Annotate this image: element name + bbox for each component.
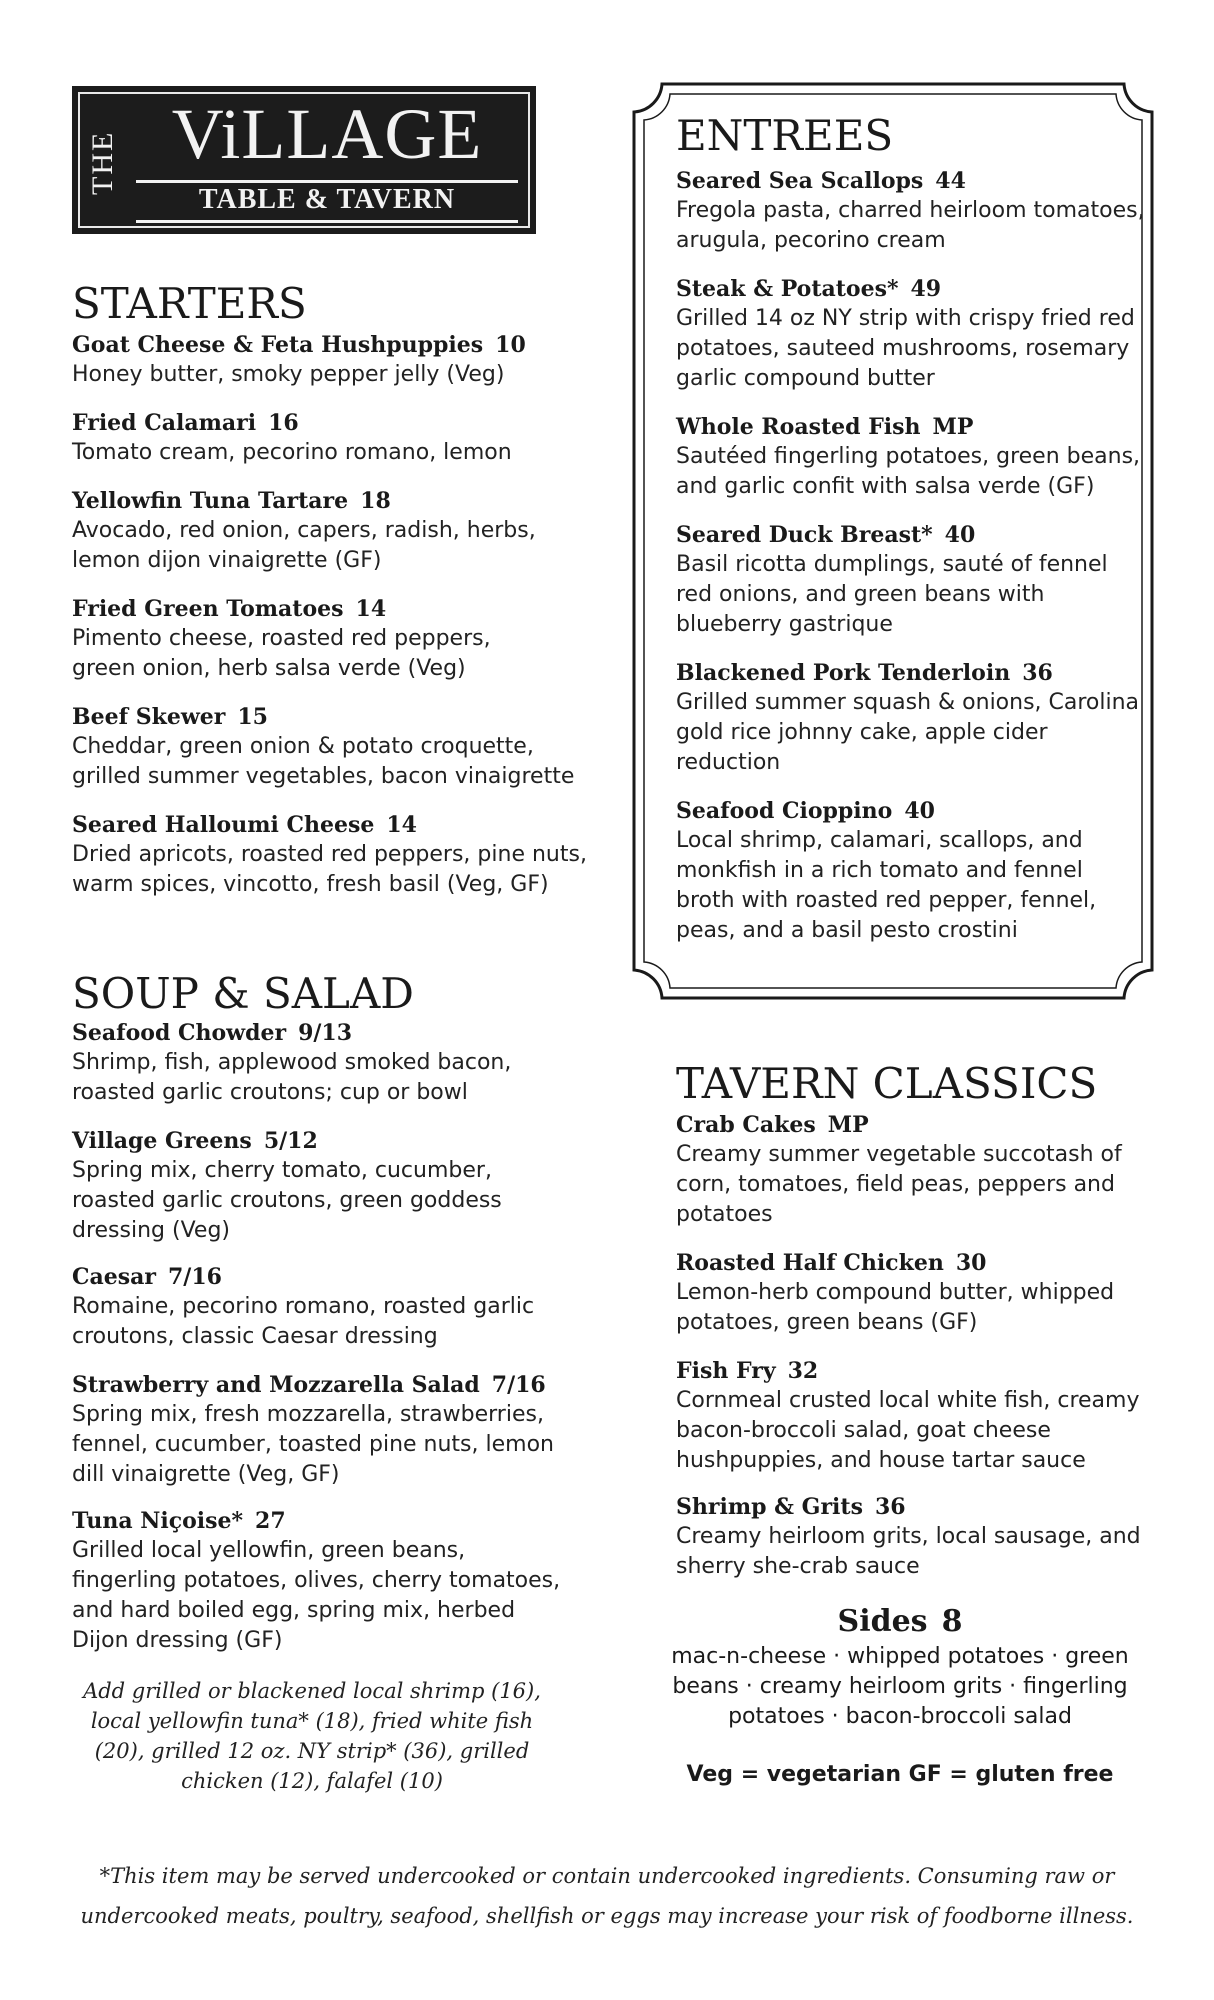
item-desc: Grilled local yellowfin, green beans, fingerling potatoes, olives, cherry tomatoes, and hard boiled egg, spring mix, herbed Dijon dressing (GF): [72, 1538, 561, 1653]
item-desc: Dried apricots, roasted red peppers, pine nuts, warm spices, vincotto, fresh basil (Veg, GF): [72, 842, 587, 897]
starter-item: [72, 408, 632, 468]
soup-salad-item: [72, 1506, 572, 1656]
item-desc: Grilled summer squash & onions, Carolina gold rice johnny cake, apple cider reduction: [676, 690, 1140, 775]
item-name: Tuna Niçoise*: [72, 1508, 244, 1534]
item-price: 36: [1022, 660, 1053, 686]
item-price: 7/16: [491, 1372, 546, 1398]
item-price: 15: [237, 704, 268, 730]
item-name: Village Greens: [72, 1128, 252, 1154]
item-price: 18: [360, 488, 391, 514]
sides-price: 8: [941, 1604, 963, 1639]
item-price: 40: [904, 798, 935, 824]
item-name: Beef Skewer: [72, 704, 226, 730]
logo-the: THE: [86, 130, 119, 196]
item-name: Whole Roasted Fish: [676, 414, 921, 440]
starter-item: [72, 330, 632, 390]
item-name: Roasted Half Chicken: [676, 1250, 944, 1276]
item-desc: Creamy summer vegetable succotash of corn, tomatoes, field peas, peppers and potatoes: [676, 1142, 1122, 1227]
starter-item: [72, 486, 572, 576]
soup-salad-item: [72, 1370, 572, 1490]
item-name: Fried Green Tomatoes: [72, 596, 344, 622]
entree-item: [676, 274, 1146, 394]
item-price: 7/16: [168, 1264, 222, 1290]
item-price: 36: [874, 1494, 906, 1520]
item-desc: Cornmeal crusted local white fish, creamy bacon-broccoli salad, goat cheese hushpuppies, and house tartar sauce: [676, 1388, 1140, 1473]
item-desc: Avocado, red onion, capers, radish, herbs, lemon dijon vinaigrette (GF): [72, 518, 536, 573]
item-price: MP: [932, 414, 974, 440]
tavern-item: [676, 1356, 1146, 1476]
item-desc: Romaine, pecorino romano, roasted garlic croutons, classic Caesar dressing: [72, 1294, 535, 1349]
soup-salad-item: [72, 1126, 532, 1246]
entree-item: [676, 166, 1146, 256]
sides-title: [640, 1602, 1160, 1642]
item-price: 14: [386, 812, 417, 838]
logo-village: ViLLAGE: [171, 94, 483, 174]
item-price: 14: [355, 596, 387, 622]
entree-item: [676, 520, 1146, 640]
item-desc: Basil ricotta dumplings, sauté of fennel red onions, and green beans with blueberry gastrique: [676, 552, 1108, 637]
starter-item: [72, 594, 532, 684]
tavern-item: [676, 1492, 1146, 1582]
footer-disclaimer: *This item may be served undercooked or contain undercooked ingredients. Consuming raw or undercooked meats, poultry, seafood, shellfish or eggs may increase your risk of foodborne illness.: [80, 1864, 1134, 1928]
item-name: Blackened Pork Tenderloin: [676, 660, 1011, 686]
item-price: 27: [255, 1508, 286, 1534]
item-desc: Creamy heirloom grits, local sausage, and sherry she-crab sauce: [676, 1524, 1141, 1579]
item-desc: Local shrimp, calamari, scallops, and monkfish in a rich tomato and fennel broth with roasted red pepper, fennel, peas, and a basil pesto crostini: [676, 828, 1097, 943]
entrees-title: ENTREES: [676, 111, 894, 160]
item-name: Fried Calamari: [72, 410, 257, 436]
item-name: Seared Duck Breast*: [676, 522, 933, 548]
tavern-item: [676, 1248, 1146, 1338]
soup-salad-title: SOUP & SALAD: [72, 969, 414, 1018]
item-desc: Spring mix, cherry tomato, cucumber, roasted garlic croutons, green goddess dressing (Veg): [72, 1158, 502, 1243]
item-desc: Shrimp, fish, applewood smoked bacon, roasted garlic croutons; cup or bowl: [72, 1050, 512, 1105]
diet-legend: Veg = vegetarian GF = gluten free: [686, 1762, 1114, 1787]
item-name: Seared Halloumi Cheese: [72, 812, 375, 838]
logo-rule-bottom: [136, 220, 518, 223]
logo: [72, 86, 536, 234]
tavern-item: [676, 1110, 1146, 1230]
item-price: 9/13: [298, 1020, 353, 1046]
item-desc: Honey butter, smoky pepper jelly (Veg): [72, 362, 505, 387]
item-desc: Cheddar, green onion & potato croquette, grilled summer vegetables, bacon vinaigrette: [72, 734, 575, 789]
item-desc: Fregola pasta, charred heirloom tomatoes, arugula, pecorino cream: [676, 198, 1145, 253]
item-name: Yellowfin Tuna Tartare: [72, 488, 349, 514]
item-price: 5/12: [263, 1128, 318, 1154]
item-price: 49: [910, 276, 942, 302]
item-price: 32: [787, 1358, 819, 1384]
item-name: Caesar: [72, 1264, 156, 1290]
item-price: MP: [827, 1112, 869, 1138]
starter-item: [72, 702, 592, 792]
item-desc: Pimento cheese, roasted red peppers, green onion, herb salsa verde (Veg): [72, 626, 491, 681]
soup-salad-item: [72, 1018, 542, 1108]
logo-table-tavern: TABLE & TAVERN: [198, 184, 456, 215]
entree-item: [676, 412, 1146, 502]
tavern-classics-title: TAVERN CLASSICS: [676, 1059, 1098, 1108]
sides-label: Sides: [837, 1604, 928, 1639]
sides-list: mac-n-cheese · whipped potatoes · green beans · creamy heirloom grits · fingerling potatoes · bacon-broccoli salad: [671, 1644, 1129, 1729]
add-protein-note: Add grilled or blackened local shrimp (16), local yellowfin tuna* (18), fried white fish (20), grilled 12 oz. NY strip* (36), grilled chicken (12), falafel (10): [83, 1679, 541, 1793]
soup-salad-item: [72, 1262, 552, 1352]
item-desc: Tomato cream, pecorino romano, lemon: [72, 440, 512, 465]
item-desc: Sautéed fingerling potatoes, green beans, and garlic confit with salsa verde (GF): [676, 444, 1141, 499]
item-desc: Spring mix, fresh mozzarella, strawberries, fennel, cucumber, toasted pine nuts, lemon dill vinaigrette (Veg, GF): [72, 1402, 554, 1487]
item-name: Steak & Potatoes*: [676, 276, 899, 302]
item-name: Seafood Cioppino: [676, 798, 893, 824]
item-name: Goat Cheese & Feta Hushpuppies: [72, 332, 484, 358]
item-name: Seared Sea Scallops: [676, 168, 924, 194]
item-name: Fish Fry: [676, 1358, 776, 1384]
item-price: 16: [268, 410, 299, 436]
item-price: 40: [944, 522, 976, 548]
item-desc: Lemon-herb compound butter, whipped potatoes, green beans (GF): [676, 1280, 1115, 1335]
item-name: Crab Cakes: [676, 1112, 816, 1138]
item-price: 10: [495, 332, 526, 358]
item-price: 44: [935, 168, 966, 194]
item-name: Shrimp & Grits: [676, 1494, 863, 1520]
starters-title: STARTERS: [72, 279, 307, 328]
item-name: Strawberry and Mozzarella Salad: [72, 1372, 480, 1398]
entree-item: [676, 658, 1146, 778]
starter-item: [72, 810, 602, 900]
item-desc: Grilled 14 oz NY strip with crispy fried red potatoes, sauteed mushrooms, rosemary garlic compound butter: [676, 306, 1135, 391]
entree-item: [676, 796, 1146, 946]
item-price: 30: [955, 1250, 987, 1276]
item-name: Seafood Chowder: [72, 1020, 287, 1046]
